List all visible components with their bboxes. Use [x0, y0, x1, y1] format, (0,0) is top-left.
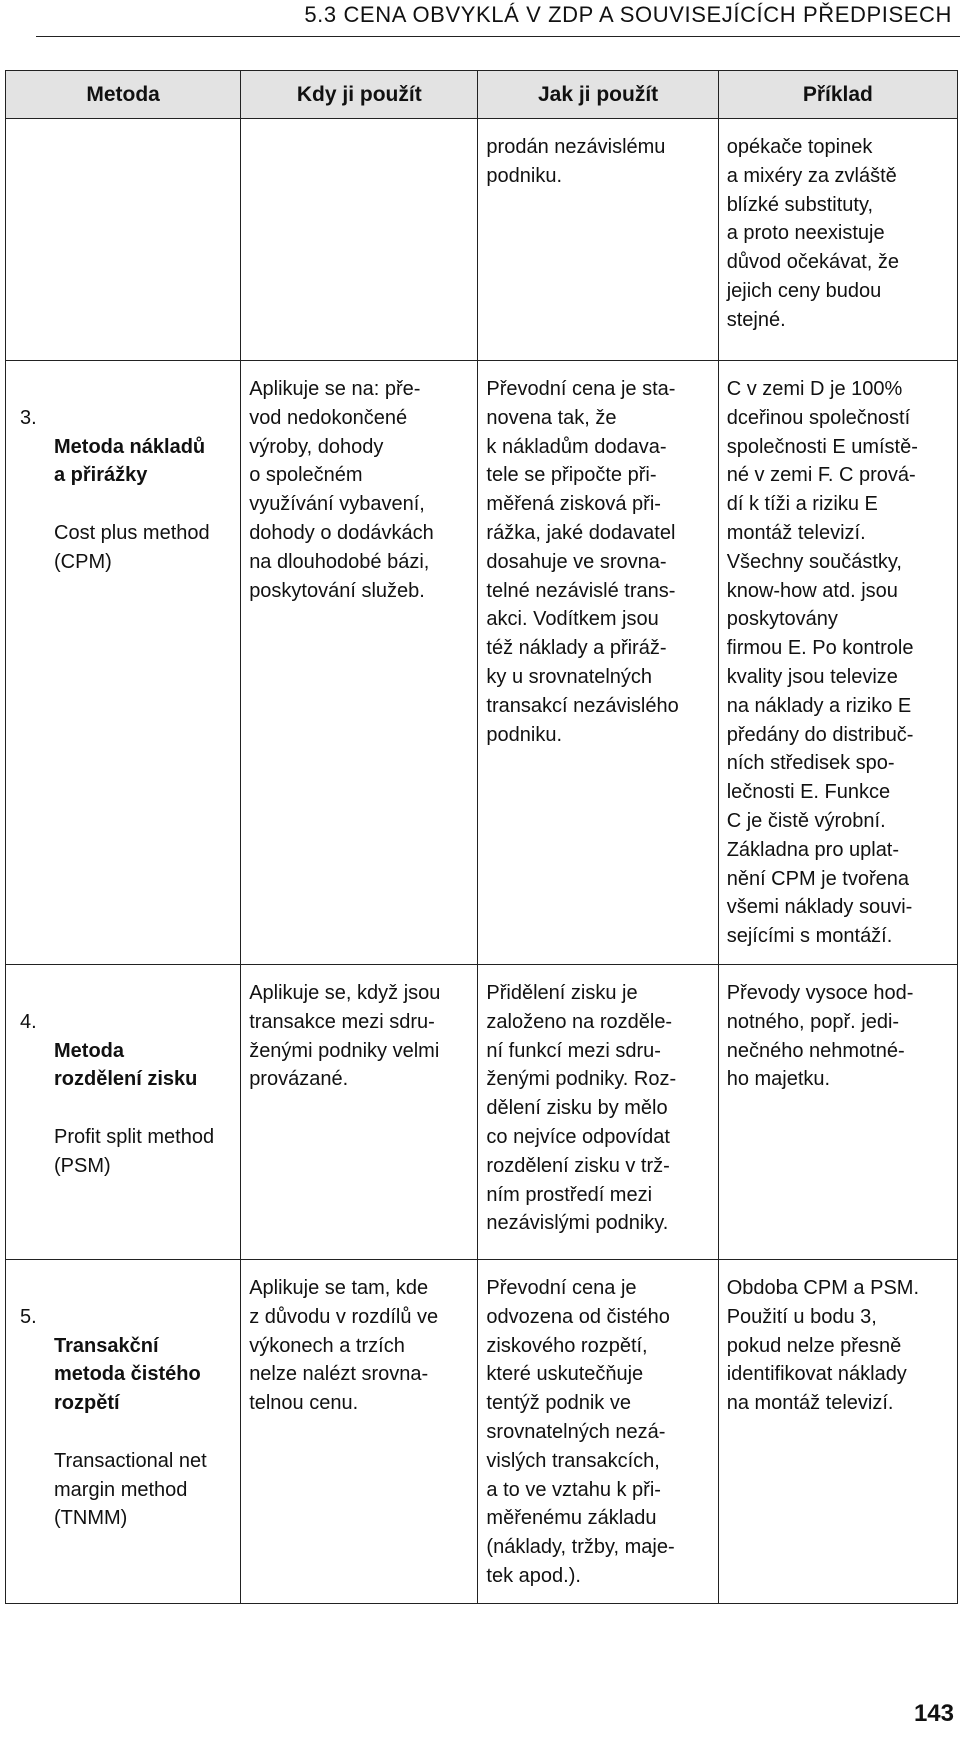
transfer-pricing-methods-table: [5, 70, 958, 1604]
table-header-row: [6, 71, 958, 119]
header-rule: [36, 36, 960, 37]
cell-how: Přidělení zisku je založeno na rozděle- ní funkcí mezi sdru- ženými podniky. Roz- dělení zisku by mělo co nejvíce odpovídat rozdělení zisku v trž- ním prostředí mezi nezávislými podniky.: [478, 965, 718, 1260]
column-header-how: Jak ji použít: [478, 71, 718, 119]
column-header-when: Kdy ji použít: [241, 71, 478, 119]
method-english-name: Cost plus method (CPM): [54, 521, 210, 573]
cell-example: opékače topinek a mixéry za zvláště blízké substituty, a proto neexistuje důvod očekávat, že jejich ceny budou stejné.: [718, 119, 957, 361]
cell-when: Aplikuje se, když jsou transakce mezi sdru- ženými podniky velmi provázané.: [241, 965, 478, 1260]
cell-method-empty: [6, 119, 241, 361]
cell-example: Obdoba CPM a PSM. Použití u bodu 3, pokud nelze přesně identifikovat náklady na montáž televizí.: [718, 1260, 957, 1604]
method-name: Metoda rozdělení zisku: [54, 1039, 198, 1091]
cell-method: [6, 1260, 241, 1604]
cell-example: Převody vysoce hod- notného, popř. jedi- nečného nehmotné- ho majetku.: [718, 965, 957, 1260]
row-number: 3.: [20, 406, 37, 429]
cell-method: [6, 361, 241, 965]
method-english-name: Profit split method (PSM): [54, 1125, 215, 1177]
chapter-title: 5.3 CENA OBVYKLÁ V ZDP A SOUVISEJÍCÍCH PŘEDPISECH: [304, 2, 952, 27]
cell-how: prodán nezávislému podniku.: [478, 119, 718, 361]
table-row: [6, 965, 958, 1260]
table-row: [6, 1260, 958, 1604]
cell-when-empty: [241, 119, 478, 361]
cell-how: Převodní cena je odvozena od čistého ziskového rozpětí, které uskutečňuje tentýž podnik ve srovnatelných nezá- vislých transakcích, a to ve vztahu k při- měřenému základu (náklady, tržby, maje- tek apod.).: [478, 1260, 718, 1604]
column-header-example: Příklad: [718, 71, 957, 119]
cell-when: Aplikuje se na: pře- vod nedokončené výroby, dohody o společném využívání vybavení, dohody o dodávkách na dlouhodobé bázi, poskytování služeb.: [241, 361, 478, 965]
cell-method: [6, 965, 241, 1260]
table-row: [6, 361, 958, 965]
cell-when: Aplikuje se tam, kde z důvodu v rozdílů ve výkonech a trzích nelze nalézt srovna- telnou cenu.: [241, 1260, 478, 1604]
page-number: 143: [913, 1700, 954, 1727]
cell-example: C v zemi D je 100% dceřinou společností společnosti E umístě- né v zemi F. C prová- dí k tíži a riziku E montáž televizí. Všechny součástky, know-how atd. jsou poskytovány firmou E. Po kontrole kvality jsou televize na náklady a riziko E předány do distribuč- ních středisek spo- lečnosti E. Funkce C je čistě výrobní. Základna pro uplat- nění CPM je tvořena všemi náklady souvi- sejícími s montáží.: [718, 361, 957, 965]
cell-how: Převodní cena je sta- novena tak, že k nákladům dodava- tele se připočte při- měřená zisková při- rážka, jaké dodavatel dosahuje ve srovna- telné nezávislé trans- akci. Vodítkem jsou též náklady a přiráž- ky u srovnatelných transakcí nezávislého podniku.: [478, 361, 718, 965]
method-english-name: Transactional net margin method (TNMM): [54, 1449, 207, 1530]
table-row-continuation: [6, 119, 958, 361]
row-number: 5.: [20, 1305, 37, 1328]
running-header: [0, 0, 960, 40]
method-name: Metoda nákladů a přirážky: [54, 435, 206, 487]
method-name: Transakční metoda čistého rozpětí: [54, 1334, 201, 1415]
column-header-method: Metoda: [6, 71, 241, 119]
row-number: 4.: [20, 1010, 37, 1033]
